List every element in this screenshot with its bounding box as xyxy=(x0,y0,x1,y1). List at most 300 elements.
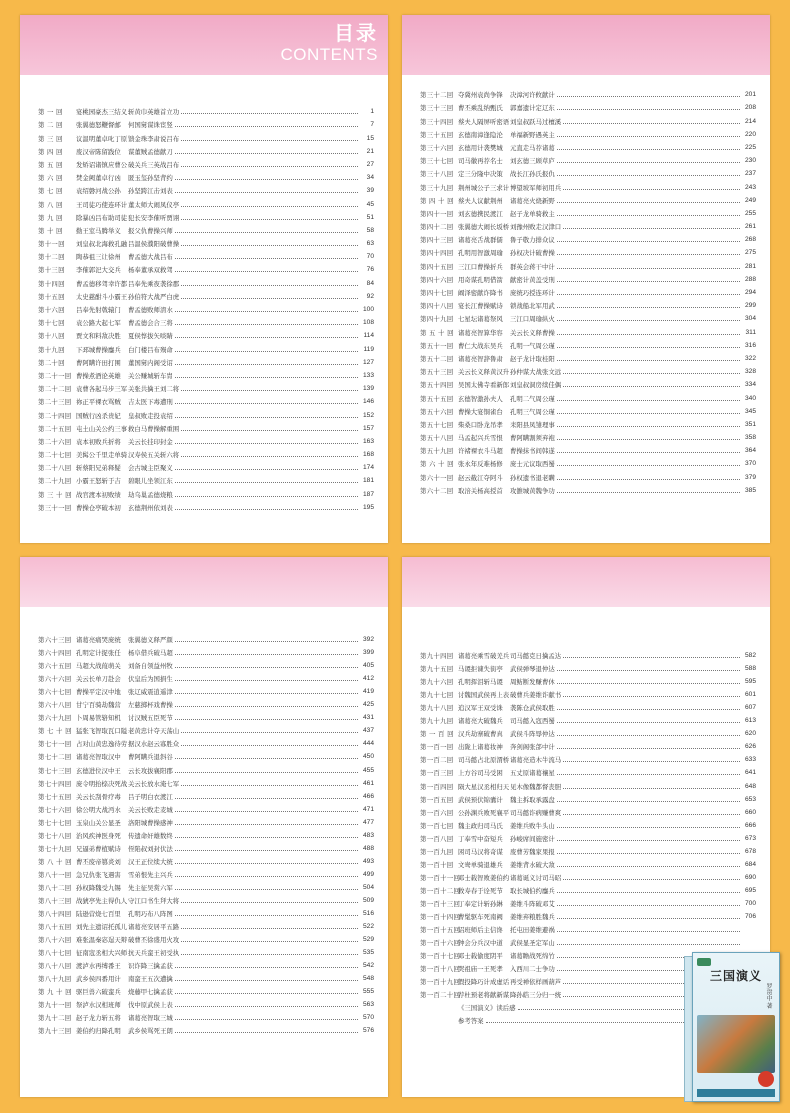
leader-dots xyxy=(557,175,740,176)
chapter-number: 第七十六回 xyxy=(38,805,72,814)
chapter-number: 第六十二回 xyxy=(420,486,454,495)
page-number: 555 xyxy=(362,988,374,996)
chapter-title-first: 刘先主遗诏托孤儿 xyxy=(76,923,128,932)
chapter-title-first: 曹操平定汉中地 xyxy=(76,688,121,697)
leader-dots xyxy=(557,866,740,867)
toc-page-2 xyxy=(402,15,770,543)
chapter-title-second: 杨奉董承双救驾 xyxy=(128,266,173,275)
chapter-number: 第六十三回 xyxy=(38,636,72,645)
chapter-number: 第八十五回 xyxy=(38,923,72,932)
toc-entry xyxy=(38,670,374,683)
toc-entry xyxy=(38,957,374,970)
chapter-title-second: 吉太医下毒遭刑 xyxy=(128,398,173,407)
chapter-title-first: 除暴凶吕布助司徒 xyxy=(76,213,128,222)
chapter-title-first: 占对山黄忠逸待劳 xyxy=(76,740,128,749)
chapter-number: 第八十三回 xyxy=(38,896,72,905)
chapter-number: 第七十二回 xyxy=(38,753,72,762)
leader-dots xyxy=(563,123,740,124)
chapter-title-second: 奔剑阁张郃中计 xyxy=(510,743,555,752)
chapter-number: 第一百十九回 xyxy=(420,978,461,987)
page-number: 588 xyxy=(744,665,756,673)
chapter-title-second: 孙伯符大战严白虎 xyxy=(128,292,180,301)
chapter-number: 第五十六回 xyxy=(420,407,454,416)
chapter-title-second: 孙坚跨江击刘表 xyxy=(128,187,173,196)
leader-dots xyxy=(557,918,740,919)
toc-entry xyxy=(420,895,756,908)
leader-dots xyxy=(557,670,740,671)
chapter-number: 第七十五回 xyxy=(38,792,72,801)
page-number: 288 xyxy=(744,275,756,283)
toc-entry xyxy=(38,983,374,996)
page-number: 195 xyxy=(362,503,374,511)
toc-entry xyxy=(420,192,756,205)
leader-dots xyxy=(175,496,358,497)
chapter-title-second: 关公赚城斩车胄 xyxy=(128,371,173,380)
chapter-number: 第五十八回 xyxy=(420,434,454,443)
chapter-title-second: 董国舅内阁受诏 xyxy=(128,358,173,367)
page-number: 328 xyxy=(744,368,756,376)
page-number: 39 xyxy=(366,187,374,195)
chapter-number: 第五十七回 xyxy=(420,420,454,429)
toc-entry xyxy=(38,485,374,498)
page-number: 334 xyxy=(744,381,756,389)
leader-dots xyxy=(175,889,358,890)
leader-dots xyxy=(181,902,358,903)
page-number: 299 xyxy=(744,302,756,310)
toc-entry xyxy=(38,195,374,208)
chapter-title-first: 征南寇丞相大兴师 xyxy=(76,949,128,958)
chapter-title-first: 诸葛亮乘雪破羌兵 xyxy=(458,652,510,661)
toc-entry xyxy=(420,178,756,191)
chapter-title-first: 诸葛亮智算华容 xyxy=(458,328,503,337)
page-number: 690 xyxy=(744,873,756,881)
leader-dots xyxy=(181,113,358,114)
chapter-title-second: 先主征吴赏六军 xyxy=(128,883,173,892)
leader-dots xyxy=(175,967,358,968)
toc-entry xyxy=(38,918,374,931)
chapter-number: 第六十九回 xyxy=(38,714,72,723)
chapter-title-first: 钟会分兵汉中道 xyxy=(458,939,503,948)
chapter-number: 第一百七回 xyxy=(420,821,454,830)
leader-dots xyxy=(181,941,358,942)
chapter-title-first: 武侯预伏锦囊计 xyxy=(458,795,503,804)
leader-dots xyxy=(181,732,358,733)
chapter-title-first: 许褚裸衣斗马超 xyxy=(458,447,503,456)
page-number: 157 xyxy=(362,424,374,432)
leader-dots xyxy=(563,386,740,387)
chapter-number: 第一百十四回 xyxy=(420,912,461,921)
chapter-title-first: 文鸯单骑退雄兵 xyxy=(458,860,503,869)
page-number: 613 xyxy=(744,717,756,725)
chapter-title-first: 取涪关杨高授首 xyxy=(458,486,503,495)
chapter-title-second: 孙仲谋大战张文远 xyxy=(510,368,562,377)
page-number: 27 xyxy=(366,160,374,168)
toc-entry xyxy=(38,367,374,380)
toc-entry xyxy=(38,866,374,879)
page-number: 385 xyxy=(744,486,756,494)
chapter-number: 第 七 回 xyxy=(38,187,63,196)
chapter-title-second: 诸葛瞻战死绵竹 xyxy=(510,952,555,961)
toc-title-en: CONTENTS xyxy=(280,45,378,64)
toc-entry xyxy=(420,86,756,99)
chapter-number: 第十三回 xyxy=(38,266,65,275)
page-number: 466 xyxy=(362,792,374,800)
chapter-title-first: 公孙渊兵败死襄平 xyxy=(458,808,510,817)
leader-dots xyxy=(563,814,740,815)
chapter-number: 第十一回 xyxy=(38,240,65,249)
book-author: 罗贯中 著 xyxy=(765,983,772,1009)
chapter-title-first: 司马懿占北原渭桥 xyxy=(458,756,510,765)
leader-dots xyxy=(175,654,358,655)
chapter-title-first: 陨大星汉丞相归天 xyxy=(458,782,510,791)
toc-entry xyxy=(38,1022,374,1035)
page-number: 535 xyxy=(362,949,374,957)
page-number: 437 xyxy=(362,727,374,735)
leader-dots xyxy=(557,400,740,401)
toc-entry xyxy=(38,775,374,788)
leader-dots xyxy=(557,840,740,841)
leader-dots xyxy=(557,492,740,493)
leader-dots xyxy=(557,136,740,137)
chapter-number: 第二十八回 xyxy=(38,464,72,473)
chapter-number: 第 一 回 xyxy=(38,108,63,117)
chapter-title-first: 曹仁大战东吴兵 xyxy=(458,341,503,350)
page-number: 488 xyxy=(362,844,374,852)
chapter-title-second: 孔明二气周公瑾 xyxy=(510,394,555,403)
chapter-number: 第一百二十回 xyxy=(420,991,461,1000)
toc-entry xyxy=(420,764,756,777)
chapter-number: 第 九 十 回 xyxy=(38,988,72,997)
chapter-title-second: 据汉水赵云寡胜众 xyxy=(128,740,180,749)
chapter-title-first: 袁绍磐河战公孙 xyxy=(76,187,121,196)
toc-entry xyxy=(420,869,756,882)
page-number: 281 xyxy=(744,262,756,270)
chapter-title-second: 关云长败走麦城 xyxy=(128,805,173,814)
chapter-title-first: 宴桃园豪杰三结义 xyxy=(76,108,128,117)
chapter-title-second: 五丈原诸葛禳星 xyxy=(510,769,555,778)
leader-dots xyxy=(175,798,358,799)
leader-dots xyxy=(557,944,740,945)
toc-entry xyxy=(38,709,374,722)
chapter-title-first: 用奇谋孔明借箭 xyxy=(458,275,503,284)
chapter-title-first: 玄德智激孙夫人 xyxy=(458,394,503,403)
chapter-title-second: 三江口周瑜纵火 xyxy=(510,315,555,324)
chapter-title-second: 洛阳城曹操感神 xyxy=(128,818,173,827)
chapter-number: 第五十二回 xyxy=(420,354,454,363)
leader-dots xyxy=(557,892,740,893)
chapter-title-first: 玄德进位汉中王 xyxy=(76,766,121,775)
leader-dots xyxy=(557,109,740,110)
page-number: 516 xyxy=(362,910,374,918)
toc-entry xyxy=(420,310,756,323)
chapter-title-second: 诸葛诞义讨司马昭 xyxy=(510,873,562,882)
leader-dots xyxy=(175,837,358,838)
chapter-number: 第三十九回 xyxy=(420,183,454,192)
page-number: 243 xyxy=(744,183,756,191)
toc-entry xyxy=(38,169,374,182)
toc-entry xyxy=(420,830,756,843)
toc-entry xyxy=(420,403,756,416)
toc-list xyxy=(38,631,374,1035)
chapter-title-first: 袁本初败兵折将 xyxy=(76,437,121,446)
leader-dots xyxy=(557,202,740,203)
chapter-title-second: 诸葛亮智取三城 xyxy=(128,1014,173,1023)
leader-dots xyxy=(557,931,740,932)
chapter-title-second: 锁战船北军用武 xyxy=(510,302,555,311)
chapter-title-first: 张永年反难杨修 xyxy=(458,460,503,469)
chapter-number: 第三十五回 xyxy=(420,130,454,139)
chapter-title-first: 玉泉山关公显圣 xyxy=(76,818,121,827)
chapter-number: 第二十六回 xyxy=(38,437,72,446)
toc-entry xyxy=(38,222,374,235)
chapter-number: 第十七回 xyxy=(38,319,65,328)
toc-entry xyxy=(38,499,374,512)
chapter-title-second: 斩黄巾英雄首立功 xyxy=(128,108,180,117)
chapter-title-first: 姜伯约归降孔明 xyxy=(76,1027,121,1036)
toc-page-1 xyxy=(20,15,388,543)
chapter-number: 第一百三回 xyxy=(420,769,454,778)
chapter-title-first: 关云长义释黄汉升 xyxy=(458,368,510,377)
leader-dots xyxy=(557,360,740,361)
page-number: 450 xyxy=(362,753,374,761)
leader-dots xyxy=(557,426,740,427)
page-number: 444 xyxy=(362,740,374,748)
chapter-title-second: 救白马曹操解重围 xyxy=(128,424,180,433)
toc-entry xyxy=(420,686,756,699)
toc-entry xyxy=(38,853,374,866)
toc-entry xyxy=(38,235,374,248)
chapter-title-second: 姜维斗阵破邓艾 xyxy=(510,899,555,908)
chapter-title-first: 渡泸水再缚番王 xyxy=(76,962,121,971)
chapter-title-first: 参考答案 xyxy=(458,1017,484,1026)
toc-entry xyxy=(420,882,756,895)
cover-badge-icon xyxy=(758,1071,774,1087)
chapter-title-second: 白门楼吕布殒命 xyxy=(128,345,173,354)
chapter-number: 第一百十八回 xyxy=(420,965,461,974)
chapter-number: 第九十七回 xyxy=(420,691,454,700)
chapter-title-second: 劫乌巢孟德烧粮 xyxy=(128,490,173,499)
toc-entry xyxy=(38,340,374,353)
book-title: 三国演义 xyxy=(709,969,762,983)
leader-dots xyxy=(557,162,740,163)
leader-dots xyxy=(557,281,740,282)
toc-entry xyxy=(420,791,756,804)
leader-dots xyxy=(557,709,740,710)
chapter-title-second: 刘豫州败走汉津口 xyxy=(510,223,562,232)
toc-list xyxy=(38,103,374,512)
leader-dots xyxy=(175,667,358,668)
chapter-title-first: 猛张飞智取瓦口隘 xyxy=(76,727,128,736)
chapter-title-second: 南蛮王五次遭擒 xyxy=(128,975,173,984)
chapter-title-first: 刘玄德携民渡江 xyxy=(458,209,503,218)
chapter-number: 第九十二回 xyxy=(38,1014,72,1023)
leader-dots xyxy=(181,245,358,246)
leader-dots xyxy=(557,479,740,480)
toc-heading xyxy=(281,21,379,65)
leader-dots xyxy=(557,452,740,453)
leader-dots xyxy=(557,853,740,854)
cover-illustration xyxy=(697,1015,775,1073)
chapter-title-first: 刘皇叔北海救孔融 xyxy=(76,240,128,249)
toc-entry xyxy=(420,856,756,869)
leader-dots xyxy=(175,192,358,193)
chapter-title-second: 关云长义释曹操 xyxy=(510,328,555,337)
leader-dots xyxy=(563,657,740,658)
chapter-number: 第二十一回 xyxy=(38,371,72,380)
page-number: 63 xyxy=(366,240,374,248)
chapter-title-second: 周鲂断发赚曹休 xyxy=(510,678,555,687)
leader-dots xyxy=(175,443,358,444)
chapter-number: 第二十九回 xyxy=(38,477,72,486)
toc-entry xyxy=(420,376,756,389)
page-number: 92 xyxy=(366,292,374,300)
page-number: 570 xyxy=(362,1014,374,1022)
toc-entry xyxy=(420,337,756,350)
chapter-number: 第五十三回 xyxy=(420,368,454,377)
chapter-title-first: 吴国太佛寺看新郎 xyxy=(458,381,510,390)
chapter-title-first: 哭祖庙一王死孝 xyxy=(458,965,503,974)
chapter-title-first: 治风疾神医身死 xyxy=(76,831,121,840)
chapter-title-first: 张翼德大闹长坂桥 xyxy=(458,223,510,232)
toc-entry xyxy=(38,393,374,406)
leader-dots xyxy=(557,465,740,466)
chapter-number: 第 五 十 回 xyxy=(420,328,454,337)
page-number: 7 xyxy=(370,121,374,129)
chapter-title-first: 驱巨兽六破蛮兵 xyxy=(76,988,121,997)
chapter-title-first: 阚泽密献诈降书 xyxy=(458,289,503,297)
page-number: 522 xyxy=(362,923,374,931)
chapter-number: 第一百一回 xyxy=(420,743,454,752)
toc-entry xyxy=(38,905,374,918)
chapter-number: 第六十八回 xyxy=(38,701,72,710)
chapter-number: 第九十八回 xyxy=(420,704,454,713)
chapter-number: 第三十八回 xyxy=(420,170,454,179)
chapter-title-first: 吕奉先射戟辕门 xyxy=(76,306,121,314)
page-number: 641 xyxy=(744,769,756,777)
chapter-number: 第 六 回 xyxy=(38,174,63,183)
page-number: 626 xyxy=(744,743,756,751)
chapter-number: 第一百十二回 xyxy=(420,886,461,895)
leader-dots xyxy=(181,456,358,457)
chapter-title-first: 甘宁百骑劫魏营 xyxy=(76,701,121,710)
page-number: 509 xyxy=(362,896,374,904)
leader-dots xyxy=(175,469,358,470)
leader-dots xyxy=(563,879,740,880)
toc-entry xyxy=(420,777,756,790)
page-number: 461 xyxy=(362,779,374,787)
toc-entry xyxy=(38,129,374,142)
page-number: 477 xyxy=(362,818,374,826)
toc-entry xyxy=(420,468,756,481)
toc-entry xyxy=(420,284,756,297)
chapter-number: 第六十四回 xyxy=(38,649,72,658)
toc-entry xyxy=(420,99,756,112)
chapter-title-second: 武乡侯骂死王朗 xyxy=(128,1027,173,1036)
chapter-title-first: 诸葛亮智辞鲁肃 xyxy=(458,354,503,363)
page-number: 576 xyxy=(362,1027,374,1035)
chapter-title-second: 诸葛亮造木牛流马 xyxy=(510,756,562,765)
leader-dots xyxy=(175,811,358,812)
chapter-title-first: 荆州城公子三求计 xyxy=(458,183,510,192)
page-number: 139 xyxy=(362,385,374,393)
chapter-number: 第二十五回 xyxy=(38,424,72,433)
header-band xyxy=(402,557,770,607)
page-number: 261 xyxy=(744,223,756,231)
toc-entry xyxy=(38,683,374,696)
chapter-number: 第四十八回 xyxy=(420,302,454,311)
page-number: 1 xyxy=(370,108,374,116)
toc-entry xyxy=(38,156,374,169)
page-number: 695 xyxy=(744,886,756,894)
chapter-title-second: 取长城伯约鏖兵 xyxy=(510,886,555,895)
chapter-title-second: 耒阳县凤雏理事 xyxy=(510,420,555,429)
chapter-title-second: 张翼德义释严颜 xyxy=(128,636,173,645)
page-number: 168 xyxy=(362,451,374,459)
chapter-title-second: 武侯显圣定军山 xyxy=(510,939,555,948)
toc-entry xyxy=(38,354,374,367)
chapter-title-second: 诸葛亮安居平五路 xyxy=(128,923,180,932)
chapter-number: 第一百六回 xyxy=(420,808,454,817)
chapter-title-second: 守江口书生拜大将 xyxy=(128,896,180,905)
chapter-number: 第 二 回 xyxy=(38,121,63,130)
toc-entry xyxy=(38,879,374,892)
chapter-title-first: 七星坛诸葛祭风 xyxy=(458,315,503,324)
chapter-title-first: 宴长江曹操赋诗 xyxy=(458,302,503,311)
chapter-number: 第九十一回 xyxy=(38,1001,72,1010)
leader-dots xyxy=(175,706,358,707)
chapter-title-first: 丁奉雪中奋短兵 xyxy=(458,834,503,843)
chapter-title-first: 太史慈酣斗小霸王 xyxy=(76,292,128,301)
chapter-title-second: 皇叔败走投袁绍 xyxy=(128,411,173,420)
chapter-title-first: 诸葛亮智取汉中 xyxy=(76,753,121,762)
chapter-title-second: 报父仇曹操兴师 xyxy=(128,226,173,235)
chapter-title-first: 曹孟德移驾幸许都 xyxy=(76,279,128,288)
page-number: 666 xyxy=(744,821,756,829)
chapter-number: 第三十三回 xyxy=(420,104,454,113)
chapter-title-second: 鲁子敬力排众议 xyxy=(510,236,555,245)
toc-entry xyxy=(420,389,756,402)
chapter-number: 第一百十七回 xyxy=(420,952,461,961)
chapter-number: 第六十六回 xyxy=(38,675,72,684)
chapter-number: 第七十八回 xyxy=(38,831,72,840)
toc-entry xyxy=(38,931,374,944)
page-number: 529 xyxy=(362,936,374,944)
page-number: 471 xyxy=(362,805,374,813)
chapter-title-first: 救寿春于诠死节 xyxy=(458,886,503,895)
chapter-title-first: 斩蔡阳兄弟释疑 xyxy=(76,464,121,473)
chapter-title-second: 会古城主臣聚义 xyxy=(128,464,173,473)
leader-dots xyxy=(557,683,740,684)
chapter-title-first: 出陇上诸葛妆神 xyxy=(458,743,503,752)
chapter-title-second: 见木像魏都督丧胆 xyxy=(510,782,562,791)
page-number: 268 xyxy=(744,236,756,244)
page-number: 548 xyxy=(362,975,374,983)
leader-dots xyxy=(557,774,740,775)
chapter-title-first: 司马徽再荐名士 xyxy=(458,157,503,166)
leader-dots xyxy=(175,863,358,864)
toc-entry xyxy=(38,103,374,116)
page-number: 58 xyxy=(366,226,374,234)
page-number: 230 xyxy=(744,157,756,165)
chapter-title-second: 曹阿瞒割须弃袍 xyxy=(510,434,555,443)
chapter-title-second: 郭嘉遗计定辽东 xyxy=(510,104,555,113)
toc-entry xyxy=(420,112,756,125)
chapter-title-first: 孔明用智激周瑜 xyxy=(458,249,503,258)
toc-entry xyxy=(420,231,756,244)
chapter-title-first: 马超大战葭萌关 xyxy=(76,662,121,671)
toc-entry xyxy=(38,182,374,195)
chapter-title-second: 孙权遗书退老瞒 xyxy=(510,473,555,482)
